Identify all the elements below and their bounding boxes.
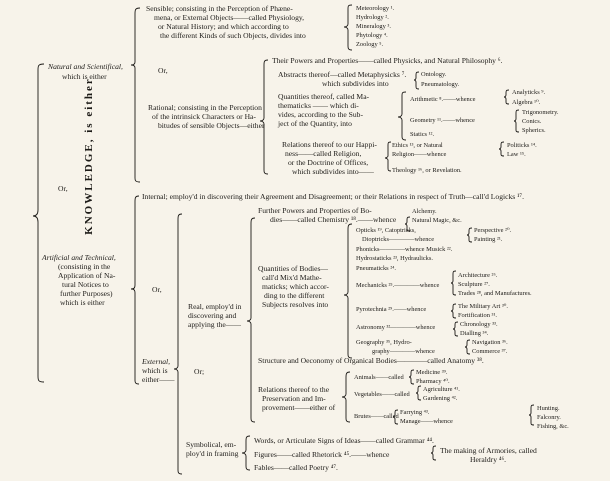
quantities-text-2: thematicks —— which di- xyxy=(278,101,359,110)
spherics: Spherics. xyxy=(522,127,546,134)
artificial-label-5: further Purposes) xyxy=(60,289,113,298)
artificial-label-2: (consisting in the xyxy=(58,262,111,271)
natural-magic: Natural Magic, &c. xyxy=(412,217,462,224)
arithmetic: Arithmetic ⁸.——whence xyxy=(410,96,476,103)
alchemy: Alchemy. xyxy=(412,208,437,215)
astronomy: Astronomy ³²————whence xyxy=(356,324,436,331)
law: Law ¹⁵. xyxy=(507,151,526,158)
structure-text: Structure and Oeconomy of Organical Bodies————called Anatomy ³⁸. xyxy=(258,356,484,365)
analytics-brace xyxy=(504,90,509,104)
pharmacy: Pharmacy ⁴⁰. xyxy=(416,378,450,385)
mixed-text-5: Subjects resolves into xyxy=(262,300,329,309)
mixed-text-4: ding to the different xyxy=(264,291,325,300)
fishing: Fishing, &c. xyxy=(537,423,569,430)
powers-text: Their Powers and Properties——called Physicks, and Natural Philosophy ⁶. xyxy=(272,56,503,65)
quantities-text-4: ject of the Quantity, into xyxy=(278,119,352,128)
sensible-text-3: or Natural History; and which according to xyxy=(158,22,289,31)
military-art: The Military Art ³⁰. xyxy=(458,303,508,310)
phonics: Phonicks————whence Musick ²². xyxy=(356,246,453,253)
mixed-brace xyxy=(344,224,352,358)
algebra: Algebra ¹⁰. xyxy=(512,99,541,106)
natural-label: Natural and Scientifical, xyxy=(48,62,123,71)
hydrology: Hydrology ². xyxy=(356,14,389,21)
mechanics: Mechanicks ²⁵.————whence xyxy=(356,282,440,289)
natural-label-2: which is either xyxy=(62,72,107,81)
commerce: Commerce ³⁷. xyxy=(472,348,508,355)
navigation: Navigation ³⁶. xyxy=(472,339,508,346)
preservation-brace xyxy=(342,372,350,422)
real-brace xyxy=(247,218,255,422)
external-brace xyxy=(174,214,182,474)
mixed-text: Quantities of Bodies— xyxy=(258,264,329,273)
real-label: Real, employ'd in xyxy=(188,302,242,311)
internal-text: Internal; employ'd in discovering their Agreement and Disagreement; or their Relations in respect of Truth—call'd Logicks ¹⁷. xyxy=(142,192,524,201)
artificial-label-4: tural Notices to xyxy=(62,280,109,289)
religion: Religion——whence xyxy=(392,151,447,158)
rational-text-3: bitudes of sensible Objects—either xyxy=(158,121,265,130)
pneumatics: Pneumaticks ²⁴. xyxy=(356,265,396,272)
animals: Animals——called xyxy=(354,374,404,381)
manage: Manage——whence xyxy=(400,418,453,425)
ethics: Ethics ¹³, or Natural xyxy=(392,142,443,149)
artificial-or: Or, xyxy=(152,285,162,294)
relations-text-2: ness——called Religion, xyxy=(285,149,362,158)
mechanics-brace xyxy=(451,271,456,295)
relations-text: Relations thereof to our Happi- xyxy=(282,140,377,149)
vegetables-brace xyxy=(416,386,421,400)
analytics: Analyticks ⁹. xyxy=(512,89,546,96)
symbolical-label: Symbolical, em- xyxy=(186,440,237,449)
mixed-text-2: call'd Mix'd Mathe- xyxy=(262,273,322,282)
conics: Conics. xyxy=(522,118,542,125)
external-or: Or; xyxy=(194,367,205,376)
symbolical-brace xyxy=(242,436,250,470)
artificial-label-6: which is either xyxy=(60,298,105,307)
falconry: Falconry. xyxy=(537,414,561,421)
root-or: Or, xyxy=(58,184,68,193)
trigonometry: Trigonometry. xyxy=(522,109,559,116)
armories-text: The making of Armories, called xyxy=(440,446,537,455)
figures-text: Figures——called Rhetorick ⁴⁵.——whence xyxy=(254,450,390,459)
architecture: Architecture ²⁶. xyxy=(458,272,498,279)
hunting: Hunting. xyxy=(537,405,560,412)
external-label-2: which is xyxy=(142,366,168,375)
ontology-brace xyxy=(414,72,419,89)
heraldry-text: Heraldry ⁴⁶. xyxy=(470,455,507,464)
pyrotechnia: Pyrotechnia ²⁹.——whence xyxy=(356,306,427,313)
meteorology: Meteorology ¹. xyxy=(356,5,395,12)
painting: Painting ²¹. xyxy=(474,236,503,243)
root-brace xyxy=(33,64,44,382)
pneumatology: Pneumatology. xyxy=(421,81,460,88)
optics: Opticks ¹⁹, Catoptricks, xyxy=(356,227,416,234)
medicine: Medicine ³⁹. xyxy=(416,369,448,376)
preservation-text-3: provement——either of xyxy=(262,403,336,412)
pyrotechnia-brace xyxy=(451,304,456,318)
sensible-brace xyxy=(344,5,352,50)
geography-2: graphy————whence xyxy=(372,348,435,355)
artificial-label-3: Application of Na- xyxy=(58,271,116,280)
rational-text: Rational; consisting in the Perception xyxy=(148,103,262,112)
animals-brace xyxy=(409,370,414,384)
abstracts-text: Abstracts thereof—called Metaphysicks ⁷. xyxy=(278,70,407,79)
brutes: Brutes——called xyxy=(354,413,399,420)
root-label: KNOWLEDGE, is either xyxy=(82,77,95,235)
phytology: Phytology ⁴. xyxy=(356,32,388,39)
statics: Statics ¹². xyxy=(410,131,435,138)
manage-brace xyxy=(529,405,534,425)
chronology: Chronology ³³. xyxy=(460,321,498,328)
mixed-text-3: maticks; which accor- xyxy=(262,282,329,291)
trades: Trades ²⁸, and Manufactures. xyxy=(458,290,532,297)
chemistry-text-2: dies——called Chemistry ¹⁸.——whence xyxy=(270,215,397,224)
agriculture: Agriculture ⁴¹. xyxy=(423,386,460,393)
chemistry-text: Further Powers and Properties of Bo- xyxy=(258,206,372,215)
optics-brace xyxy=(467,228,472,242)
dialling: Dialling ³⁴. xyxy=(460,330,489,337)
relations-brace xyxy=(385,142,391,171)
external-label-3: either—— xyxy=(142,375,175,384)
fortification: Fortification ³¹. xyxy=(458,312,497,319)
theology: Theology ¹⁶, or Revelation. xyxy=(392,167,462,174)
preservation-text-2: Preservation and Im- xyxy=(262,394,326,403)
real-label-3: applying the—— xyxy=(188,320,241,329)
vegetables: Vegetables——called xyxy=(354,391,410,398)
perspective: Perspective ²⁰. xyxy=(474,227,512,234)
quantities-brace xyxy=(398,92,406,140)
astronomy-brace xyxy=(453,322,458,336)
rational-brace xyxy=(260,60,268,174)
relations-text-3: or the Doctrine of Offices, xyxy=(288,158,369,167)
quantities-text: Quantities thereof, called Ma- xyxy=(278,92,370,101)
sensible-text: Sensible; consisting in the Perception of Phæne- xyxy=(146,4,293,13)
natural-or: Or, xyxy=(158,66,168,75)
rational-text-2: of the intrinsick Characters or Ha- xyxy=(152,112,256,121)
quantities-text-3: vides, according to the Sub- xyxy=(278,110,363,119)
real-label-2: discovering and xyxy=(188,311,237,320)
natural-brace xyxy=(131,8,140,182)
relations-text-4: which subdivides into—— xyxy=(292,167,374,176)
mineralogy: Mineralogy ³. xyxy=(356,23,391,30)
geometry: Geometry ¹¹.——whence xyxy=(410,117,475,124)
zoology: Zoology ⁵. xyxy=(356,41,384,48)
ontology: Ontology. xyxy=(421,71,447,78)
sensible-text-2: mena, or External Objects——called Physiology, xyxy=(154,13,305,22)
words-text: Words, or Articulate Signs of Ideas——called Grammar ⁴⁴. xyxy=(254,436,434,445)
geography-brace xyxy=(465,340,470,354)
geometry-brace xyxy=(514,110,519,132)
preservation-text: Relations thereof to the xyxy=(258,385,330,394)
geography: Geography ³⁵, Hydro- xyxy=(356,339,412,346)
farrying: Farrying ⁴³. xyxy=(400,409,430,416)
politics-brace xyxy=(499,142,504,156)
artificial-brace xyxy=(131,196,139,384)
gardening: Gardening ⁴². xyxy=(423,395,458,402)
abstracts-text-2: which subdivides into xyxy=(322,79,389,88)
sculpture: Sculpture ²⁷. xyxy=(458,281,490,288)
politics: Politicks ¹⁴. xyxy=(507,142,537,149)
symbolical-label-2: ploy'd in framing xyxy=(186,449,239,458)
sensible-text-4: the different Kinds of such Objects, divides into xyxy=(160,31,306,40)
hydrostatics: Hydrostaticks ²³, Hydraulicks. xyxy=(356,255,433,262)
figures-brace xyxy=(431,446,436,460)
external-label: External, xyxy=(142,357,171,366)
dioptrics: Dioptricks————whence xyxy=(362,236,435,243)
artificial-label: Artificial and Technical, xyxy=(42,253,116,262)
fables-text: Fables——called Poetry ⁴⁷. xyxy=(254,463,338,472)
